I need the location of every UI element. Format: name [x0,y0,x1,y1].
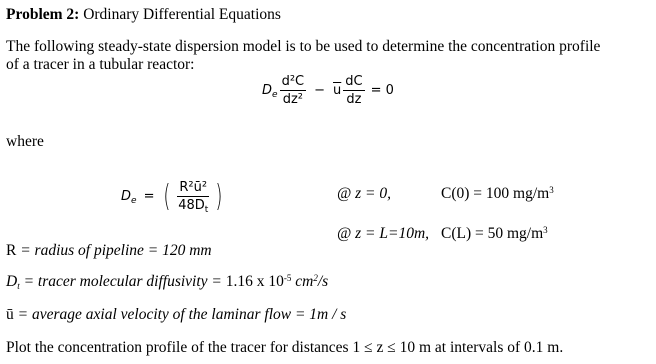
bc2-location: @ z = L=10m, [337,225,430,242]
bc1-location: @ z = 0, [337,185,392,202]
coef-de: $D_e$ [262,83,278,100]
radius-definition: R = radius of pipeline = 120 mm [6,242,212,259]
velocity-definition: ū = average axial velocity of the laminar flow = 1m / s [6,306,347,323]
heading-title: Ordinary Differential Equations [83,6,281,23]
intro-line-2: of a tracer in a tubular reactor: [6,56,195,73]
second-derivative: $\frac{\text{d²C}}{\text{dz²}}$ [281,74,305,107]
equation-rhs: = 0 [370,83,394,98]
problem-heading [6,6,281,24]
diffusivity-definition: $D_t$ = tracer molecular diffusivity = 1.16 x $10^{-5}$ $cm^2/s$ [6,273,329,291]
task-statement: Plot the concentration profile of the tracer for distances 1 ≤ z ≤ 10 m at intervals of 0.1 m. [6,339,564,356]
bc2-condition: C(L) = 50 $mg/m^3$ [441,225,548,242]
minus-sign: − [314,83,326,98]
dispersion-equation [262,74,394,107]
intro-line-1: The following steady-state dispersion model is to be used to determine the concentration profile [6,38,601,55]
de-definition: $D_e$ = ( $\frac{\text{R²ū²}}{48D_t}$ ) [121,178,223,215]
u-bar: $\overline{u}$ [333,83,342,98]
bc1-condition: C(0) = 100 $mg/m^3$ [441,185,554,202]
heading-label: Problem 2: [6,6,80,23]
where-label: where [6,133,44,150]
first-derivative: $\frac{dC}{dz}$ [345,74,363,107]
